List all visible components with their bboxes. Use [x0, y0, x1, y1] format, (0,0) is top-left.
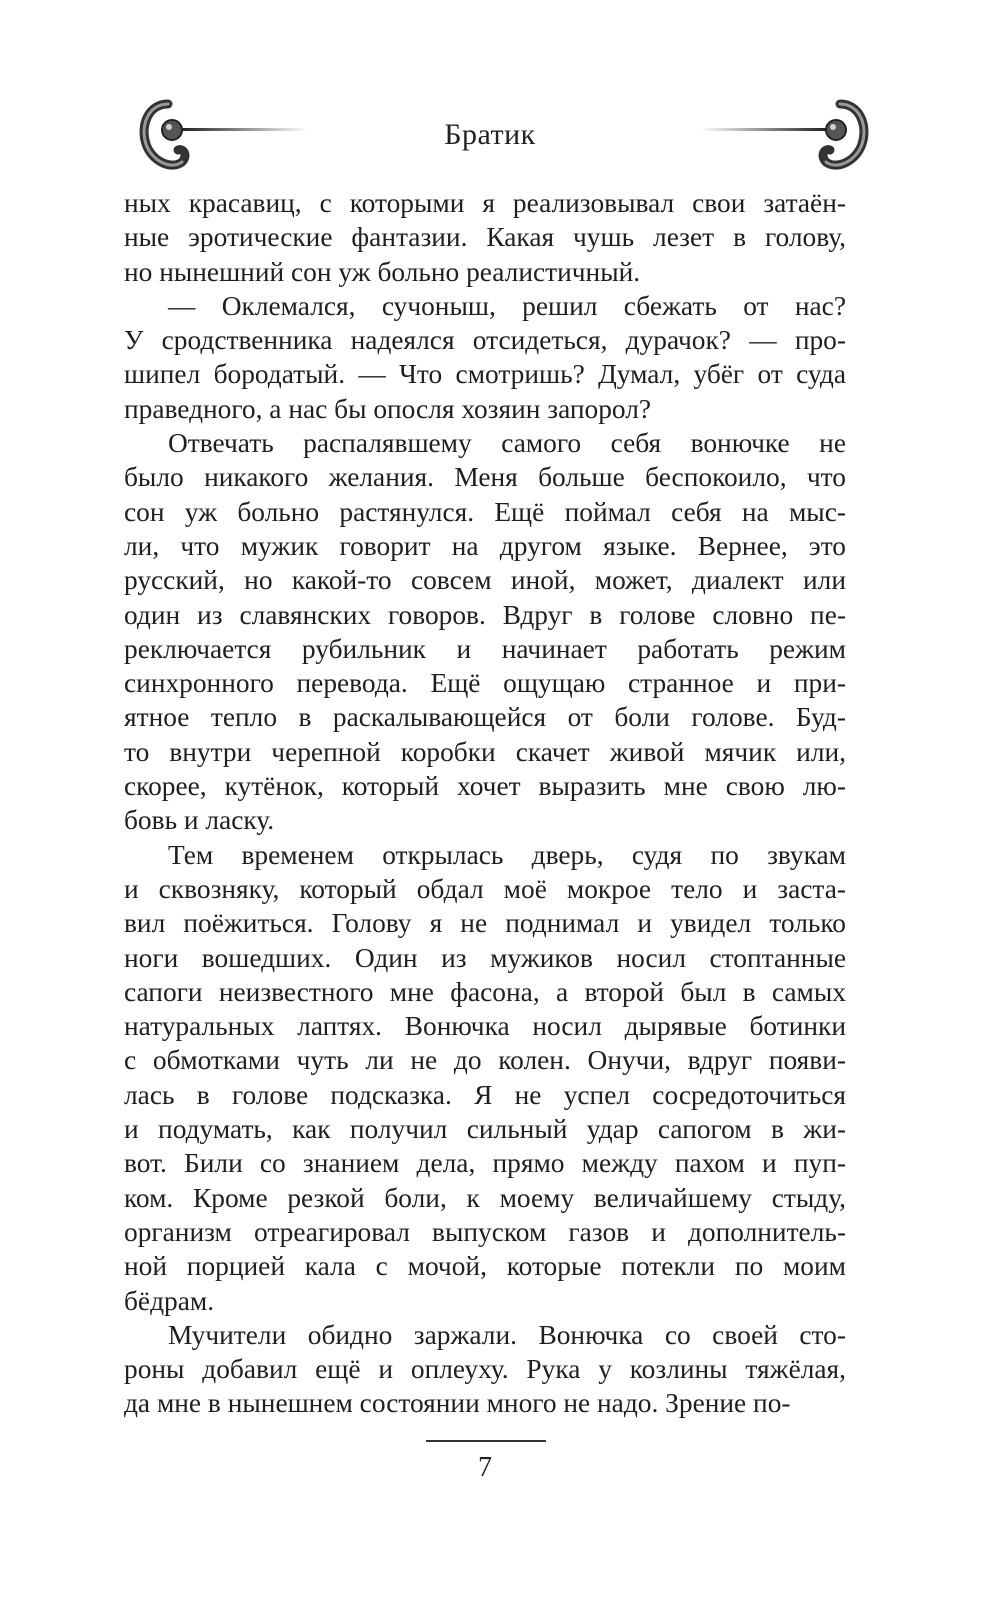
- text-line: ли, что мужик говорит на другом языке. Вернее, это: [124, 530, 846, 561]
- text-line: сон уж больно растянулся. Ещё поймал себя на мыс-: [124, 496, 846, 527]
- text-line: сапоги неизвестного мне фасона, а второй был в самых: [124, 976, 846, 1007]
- text-line: Отвечать распалявшему самого себя вонючке не: [168, 428, 846, 459]
- paragraph: [124, 1318, 846, 1421]
- text-line: было никакого желания. Меня больше беспокоило, что: [124, 462, 846, 493]
- paragraph: [124, 426, 846, 838]
- text-line: и сквозняку, который обдал моё мокрое тело и заста-: [124, 873, 846, 904]
- text-line: ком. Кроме резкой боли, к моему величайшему стыду,: [124, 1182, 846, 1213]
- footer-divider: [426, 1440, 546, 1442]
- text-line: вил поёжиться. Голову я не поднимал и увидел только: [124, 908, 846, 939]
- text-line: — Оклемался, сучоныш, решил сбежать от нас?: [168, 290, 846, 321]
- body-text: [124, 186, 846, 1421]
- text-line: русский, но какой-то совсем иной, может, диалект или: [124, 565, 846, 596]
- text-line: шипел бородатый. — Что смотришь? Думал, убёг от суда: [124, 359, 846, 390]
- text-line: праведного, а нас бы опосля хозяин запорол?: [124, 393, 652, 424]
- text-line: ноги вошедших. Один из мужиков носил стоптанные: [124, 942, 846, 973]
- text-line: да мне в нынешнем состоянии много не надо. Зрение по-: [124, 1388, 791, 1419]
- text-line: и подумать, как получил сильный удар сапогом в жи-: [124, 1114, 846, 1145]
- paragraph: [124, 289, 846, 426]
- text-line: ных красавиц, с которыми я реализовывал свои затаён-: [124, 188, 846, 218]
- paragraph: [124, 838, 846, 1318]
- text-line: организм отреагировал выпуском газов и дополнитель-: [124, 1216, 846, 1247]
- text-line: Мучители обидно заржали. Вонючка со своей сто-: [168, 1319, 846, 1350]
- text-line: с обмотками чуть ли не до колен. Онучи, вдруг появи-: [124, 1045, 846, 1076]
- text-line: бовь и ласку.: [124, 805, 275, 836]
- text-line: синхронного перевода. Ещё ощущаю странное и при-: [124, 668, 846, 699]
- text-line: то внутри черепной коробки скачет живой мячик или,: [124, 736, 846, 767]
- text-line: скорее, кутёнок, который хочет выразить мне свою лю-: [124, 771, 846, 802]
- text-line: реключается рубильник и начинает работать режим: [124, 633, 846, 664]
- running-head: [0, 96, 1000, 186]
- paragraph: [124, 186, 846, 289]
- text-line: вот. Били со знанием дела, прямо между пахом и пуп-: [124, 1148, 846, 1179]
- curl-ornament-icon: [700, 96, 870, 176]
- text-line: ные эротические фантазии. Какая чушь лезет в голову,: [124, 222, 846, 253]
- text-line: Тем временем открылась дверь, судя по звукам: [168, 839, 846, 870]
- text-line: ной порцией кала с мочой, которые потекли по моим: [124, 1251, 846, 1282]
- text-line: ятное тепло в раскалывающейся от боли голове. Буд-: [124, 702, 846, 733]
- text-line: один из славянских говоров. Вдруг в голове словно пе-: [124, 599, 846, 630]
- running-head-title: Братик: [444, 118, 536, 151]
- text-line: роны добавил ещё и оплеуху. Рука у козлины тяжёлая,: [124, 1354, 846, 1385]
- text-line: бёдрам.: [124, 1285, 215, 1316]
- text-line: лась в голове подсказка. Я не успел сосредоточиться: [124, 1079, 846, 1110]
- text-line: но нынешний сон уж больно реалистичный.: [124, 256, 641, 287]
- text-line: У сродственника надеялся отсидеться, дурачок? — про-: [124, 325, 846, 356]
- text-line: натуральных лаптях. Вонючка носил дырявые ботинки: [124, 1011, 846, 1042]
- page-number: 7: [478, 1452, 492, 1483]
